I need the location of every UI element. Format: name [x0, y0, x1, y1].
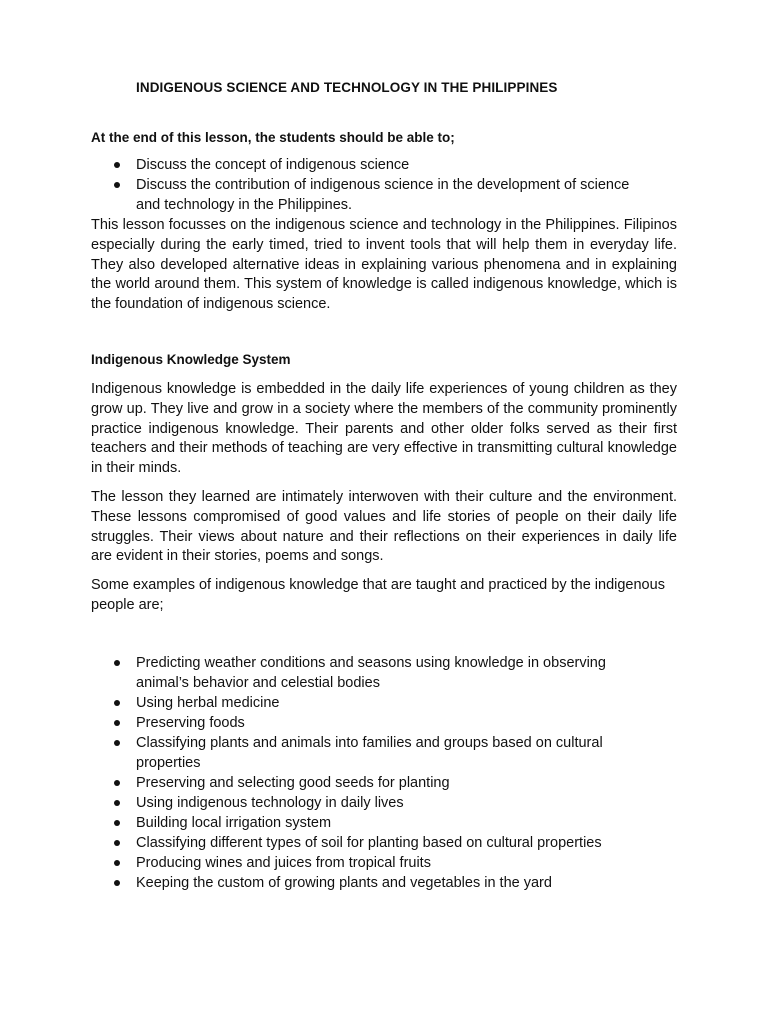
list-item — [0, 693, 656, 713]
list-item-text: Predicting weather conditions and seasons using knowledge in observing animal’s behavior and celestial bodies — [136, 655, 606, 691]
objectives-list — [0, 155, 656, 215]
list-item-text: Producing wines and juices from tropical fruits — [136, 855, 431, 871]
list-item — [0, 653, 656, 693]
bullet-icon — [114, 860, 120, 866]
document-title: INDIGENOUS SCIENCE AND TECHNOLOGY IN THE PHILIPPINES — [136, 80, 558, 95]
list-item — [0, 713, 656, 733]
list-item — [0, 873, 656, 893]
list-item-text: Preserving and selecting good seeds for planting — [136, 775, 450, 791]
paragraph: The lesson they learned are intimately interwoven with their culture and the environment. These lessons compromised of good values and life stories of people on their daily life struggles. Their views about nature and their reflections on their experiences in daily life are evident in their stories, poems and songs. — [91, 489, 677, 565]
list-item — [0, 833, 656, 853]
list-item-text: Keeping the custom of growing plants and vegetables in the yard — [136, 875, 552, 891]
list-item — [0, 813, 656, 833]
objectives-heading: At the end of this lesson, the students should be able to; — [91, 130, 455, 145]
list-item — [0, 773, 656, 793]
section-heading: Indigenous Knowledge System — [91, 352, 291, 367]
bullet-icon — [114, 182, 120, 188]
list-item-text: Building local irrigation system — [136, 815, 332, 831]
bullet-icon — [114, 740, 120, 746]
list-item — [0, 155, 656, 175]
bullet-icon — [114, 780, 120, 786]
bullet-icon — [114, 660, 120, 666]
bullet-icon — [114, 700, 120, 706]
list-item — [0, 853, 656, 873]
list-item — [0, 793, 656, 813]
bullet-icon — [114, 720, 120, 726]
list-item-text: Discuss the contribution of indigenous science in the development of science and technology in the Philippines. — [136, 177, 630, 213]
paragraph: Some examples of indigenous knowledge that are taught and practiced by the indigenous people are; — [91, 577, 665, 613]
examples-list — [0, 653, 656, 893]
list-item-text: Using indigenous technology in daily lives — [136, 795, 404, 811]
bullet-icon — [114, 840, 120, 846]
bullet-icon — [114, 162, 120, 168]
list-item-text: Classifying different types of soil for planting based on cultural properties — [136, 835, 602, 851]
bullet-icon — [114, 820, 120, 826]
bullet-icon — [114, 880, 120, 886]
list-item-text: Classifying plants and animals into families and groups based on cultural properties — [136, 735, 603, 771]
list-item-text: Using herbal medicine — [136, 695, 280, 711]
list-item-text: Discuss the concept of indigenous science — [136, 157, 410, 173]
list-item — [0, 175, 656, 215]
list-item-text: Preserving foods — [136, 715, 245, 731]
paragraph: Indigenous knowledge is embedded in the daily life experiences of young children as they grow up. They live and grow in a society where the members of the community prominently practice indigenous knowledge. Their parents and other older folks served as their first teachers and their methods of teaching are very effective in transmitting cultural knowledge in their minds. — [91, 381, 677, 477]
intro-paragraph: This lesson focusses on the indigenous science and technology in the Philippines. Filipinos especially during the early timed, tried to invent tools that will help them in everyday life. They also developed alternative ideas in explaining various phenomena and in explaining the world around them. This system of knowledge is called indigenous knowledge, which is the foundation of indigenous science. — [91, 217, 677, 313]
list-item — [0, 733, 656, 773]
bullet-icon — [114, 800, 120, 806]
